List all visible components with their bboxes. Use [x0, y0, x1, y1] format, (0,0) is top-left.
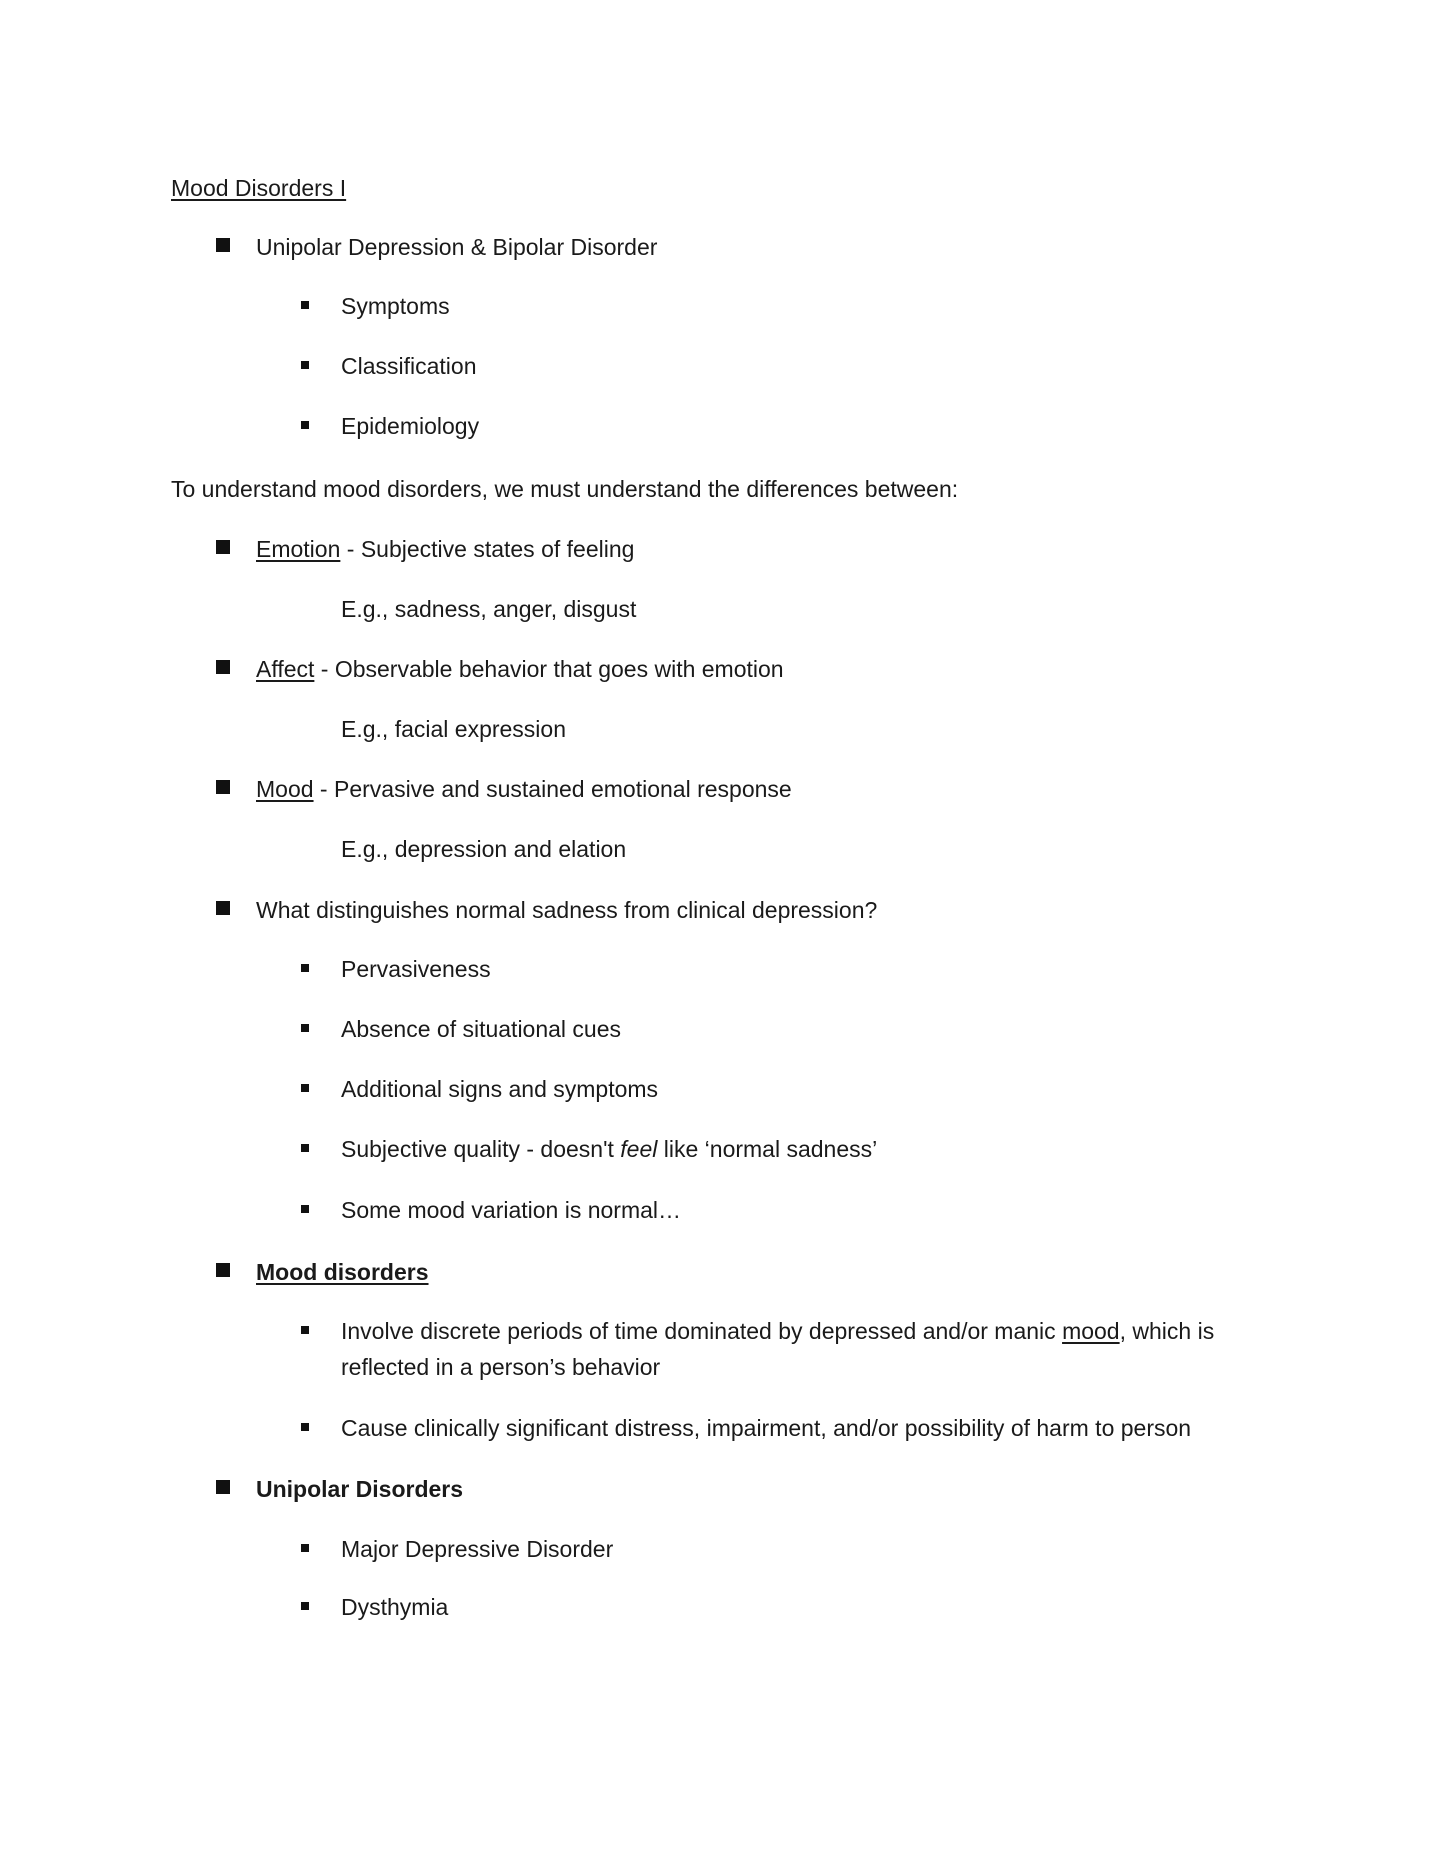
mood-disorders-heading: Mood disorders [256, 1259, 429, 1285]
distinguish-item: Pervasiveness [341, 956, 491, 982]
page-title: Mood Disorders I [171, 175, 347, 201]
mood-disorders-item [341, 1313, 1291, 1385]
small-square-bullet-icon [301, 964, 309, 972]
term-affect [256, 654, 784, 684]
distinguish-question: What distinguishes normal sadness from clinical depression? [256, 897, 878, 923]
small-square-bullet-icon [301, 1544, 309, 1552]
small-square-bullet-icon [301, 1602, 309, 1610]
small-square-bullet-icon [301, 361, 309, 369]
unipolar-heading: Unipolar Disorders [256, 1476, 464, 1502]
item-text: Involve discrete periods of time dominated by depressed and/or manic [341, 1318, 1063, 1344]
item-text-end: , which is reflected in a person’s behavior [341, 1318, 1215, 1380]
term-example: E.g., depression and elation [341, 836, 627, 862]
small-square-bullet-icon [301, 1423, 309, 1431]
square-bullet-icon [216, 1480, 230, 1494]
square-bullet-icon [216, 238, 230, 252]
small-square-bullet-icon [301, 421, 309, 429]
small-square-bullet-icon [301, 301, 309, 309]
overview-item: Epidemiology [341, 413, 480, 439]
distinguish-item-subjective [341, 1134, 877, 1164]
overview-heading: Unipolar Depression & Bipolar Disorder [256, 234, 658, 260]
small-square-bullet-icon [301, 1326, 309, 1334]
distinguish-item: Absence of situational cues [341, 1016, 622, 1042]
square-bullet-icon [216, 1263, 230, 1277]
small-square-bullet-icon [301, 1084, 309, 1092]
unipolar-item: Major Depressive Disorder [341, 1536, 614, 1562]
square-bullet-icon [216, 780, 230, 794]
square-bullet-icon [216, 540, 230, 554]
overview-item: Symptoms [341, 293, 450, 319]
term-label: Affect [256, 656, 315, 682]
square-bullet-icon [216, 660, 230, 674]
subjective-text-end: like ‘normal sadness’ [657, 1136, 878, 1162]
distinguish-item: Additional signs and symptoms [341, 1076, 659, 1102]
intro-text: To understand mood disorders, we must understand the differences between: [171, 476, 959, 502]
square-bullet-icon [216, 901, 230, 915]
subjective-emphasis: feel [620, 1136, 658, 1162]
subjective-text: Subjective quality - doesn't [341, 1136, 621, 1162]
term-mood [256, 774, 792, 804]
item-underlined: mood [1062, 1318, 1120, 1344]
term-emotion [256, 534, 634, 564]
small-square-bullet-icon [301, 1205, 309, 1213]
small-square-bullet-icon [301, 1144, 309, 1152]
term-definition: - Pervasive and sustained emotional response [313, 776, 792, 802]
overview-item: Classification [341, 353, 477, 379]
term-label: Mood [256, 776, 314, 802]
term-example: E.g., facial expression [341, 716, 567, 742]
distinguish-item: Some mood variation is normal… [341, 1197, 682, 1223]
small-square-bullet-icon [301, 1024, 309, 1032]
term-label: Emotion [256, 536, 341, 562]
term-definition: - Observable behavior that goes with emotion [314, 656, 784, 682]
mood-disorders-item: Cause clinically significant distress, impairment, and/or possibility of harm to person [341, 1415, 1192, 1441]
term-definition: - Subjective states of feeling [340, 536, 635, 562]
unipolar-item: Dysthymia [341, 1594, 449, 1620]
term-example: E.g., sadness, anger, disgust [341, 596, 637, 622]
